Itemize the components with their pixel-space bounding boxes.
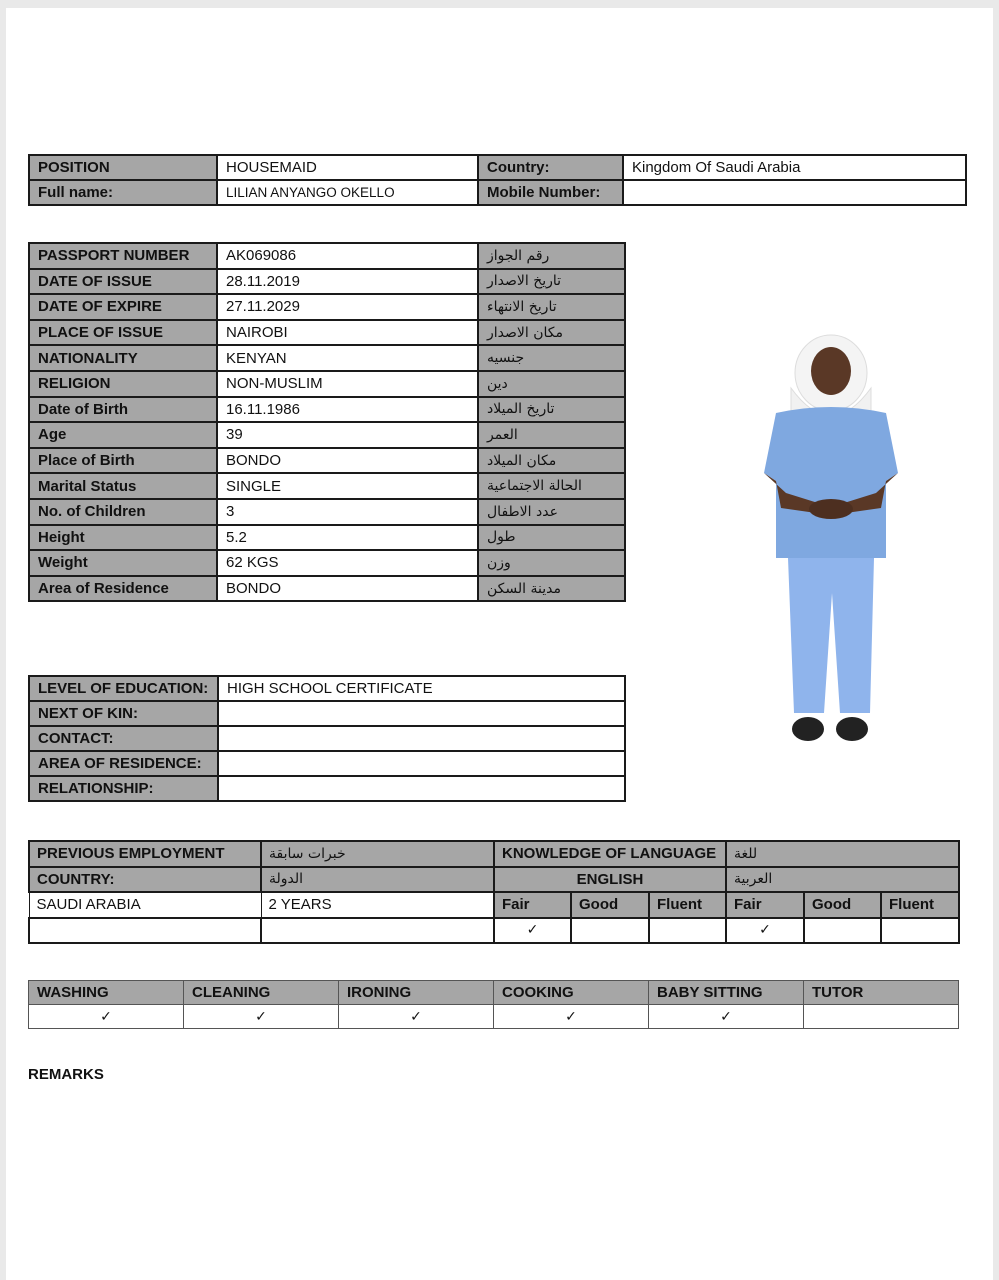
employment-table (28, 840, 960, 944)
table-row (29, 180, 966, 205)
english-label: ENGLISH (494, 867, 726, 893)
education-value (218, 751, 625, 776)
candidate-photo (746, 333, 916, 753)
table-row (29, 1005, 959, 1029)
table-row (29, 320, 625, 346)
skill-check: ✓ (494, 1005, 649, 1029)
arabic-fair-check: ✓ (726, 918, 804, 944)
skill-label: COOKING (494, 981, 649, 1005)
passport-label: Area of Residence (29, 576, 217, 602)
skill-label: WASHING (29, 981, 184, 1005)
table-row (29, 294, 625, 320)
education-value (218, 701, 625, 726)
mobile-value (623, 180, 966, 205)
english-good-label: Good (571, 892, 649, 918)
table-row (29, 371, 625, 397)
passport-value: 3 (217, 499, 478, 525)
passport-table (28, 242, 626, 602)
empty-cell (261, 918, 494, 944)
arabic-label: العربية (726, 867, 959, 893)
education-label: NEXT OF KIN: (29, 701, 218, 726)
passport-arabic: طول (478, 525, 625, 551)
arabic-good-label: Good (804, 892, 881, 918)
table-row (29, 243, 625, 269)
passport-arabic: رقم الجواز (478, 243, 625, 269)
language-arabic: للغة (726, 841, 959, 867)
english-fair-check: ✓ (494, 918, 571, 944)
passport-label: Date of Birth (29, 397, 217, 423)
arabic-fair-label: Fair (726, 892, 804, 918)
skill-check (804, 1005, 959, 1029)
passport-value: 27.11.2029 (217, 294, 478, 320)
passport-arabic: العمر (478, 422, 625, 448)
skill-label: CLEANING (184, 981, 339, 1005)
passport-value: SINGLE (217, 473, 478, 499)
passport-arabic: جنسيه (478, 345, 625, 371)
country-label: COUNTRY: (29, 867, 261, 893)
table-row (29, 155, 966, 180)
table-row (29, 345, 625, 371)
passport-label: RELIGION (29, 371, 217, 397)
passport-label: PLACE OF ISSUE (29, 320, 217, 346)
passport-label: No. of Children (29, 499, 217, 525)
table-row (29, 676, 625, 701)
passport-arabic: عدد الاطفال (478, 499, 625, 525)
english-good-check (571, 918, 649, 944)
language-label: KNOWLEDGE OF LANGUAGE (494, 841, 726, 867)
education-label: CONTACT: (29, 726, 218, 751)
passport-arabic: وزن (478, 550, 625, 576)
table-row (29, 726, 625, 751)
passport-value: 16.11.1986 (217, 397, 478, 423)
table-row (29, 841, 959, 867)
employment-country: SAUDI ARABIA (29, 892, 261, 918)
skill-check: ✓ (339, 1005, 494, 1029)
table-row (29, 701, 625, 726)
passport-label: PASSPORT NUMBER (29, 243, 217, 269)
skill-check: ✓ (29, 1005, 184, 1029)
skill-label: IRONING (339, 981, 494, 1005)
education-label: RELATIONSHIP: (29, 776, 218, 801)
country-value: Kingdom Of Saudi Arabia (623, 155, 966, 180)
passport-label: Weight (29, 550, 217, 576)
passport-value: NAIROBI (217, 320, 478, 346)
skill-label: BABY SITTING (649, 981, 804, 1005)
table-row (29, 473, 625, 499)
passport-arabic: تاريخ الميلاد (478, 397, 625, 423)
position-label: POSITION (29, 155, 217, 180)
skill-label: TUTOR (804, 981, 959, 1005)
arabic-fluent-check (881, 918, 959, 944)
passport-value: 39 (217, 422, 478, 448)
passport-value: KENYAN (217, 345, 478, 371)
passport-arabic: مدينة السكن (478, 576, 625, 602)
mobile-label: Mobile Number: (478, 180, 623, 205)
skill-check: ✓ (184, 1005, 339, 1029)
passport-label: Age (29, 422, 217, 448)
table-row (29, 981, 959, 1005)
table-row (29, 422, 625, 448)
country-label: Country: (478, 155, 623, 180)
remarks-label: REMARKS (28, 1066, 104, 1083)
passport-label: Marital Status (29, 473, 217, 499)
education-value (218, 776, 625, 801)
english-fair-label: Fair (494, 892, 571, 918)
education-label: AREA OF RESIDENCE: (29, 751, 218, 776)
table-row (29, 550, 625, 576)
education-label: LEVEL OF EDUCATION: (29, 676, 218, 701)
passport-value: BONDO (217, 576, 478, 602)
passport-arabic: مكان الميلاد (478, 448, 625, 474)
table-row (29, 448, 625, 474)
passport-value: AK069086 (217, 243, 478, 269)
education-table (28, 675, 626, 802)
country-arabic: الدولة (261, 867, 494, 893)
employment-duration: 2 YEARS (261, 892, 494, 918)
skill-check: ✓ (649, 1005, 804, 1029)
passport-label: DATE OF EXPIRE (29, 294, 217, 320)
prev-employment-label: PREVIOUS EMPLOYMENT (29, 841, 261, 867)
fullname-value: LILIAN ANYANGO OKELLO (217, 180, 478, 205)
table-row (29, 525, 625, 551)
table-row (29, 867, 959, 893)
passport-arabic: مكان الاصدار (478, 320, 625, 346)
table-row (29, 918, 959, 944)
table-row (29, 892, 959, 918)
position-value: HOUSEMAID (217, 155, 478, 180)
prev-employment-arabic: خبرات سابقة (261, 841, 494, 867)
table-row (29, 751, 625, 776)
table-row (29, 499, 625, 525)
education-value (218, 726, 625, 751)
passport-arabic: تاريخ الانتهاء (478, 294, 625, 320)
passport-arabic: الحالة الاجتماعية (478, 473, 625, 499)
arabic-good-check (804, 918, 881, 944)
passport-value: BONDO (217, 448, 478, 474)
passport-arabic: تاريخ الاصدار (478, 269, 625, 295)
fullname-label: Full name: (29, 180, 217, 205)
empty-cell (29, 918, 261, 944)
passport-value: 62 KGS (217, 550, 478, 576)
passport-label: Place of Birth (29, 448, 217, 474)
passport-value: NON-MUSLIM (217, 371, 478, 397)
passport-label: DATE OF ISSUE (29, 269, 217, 295)
english-fluent-check (649, 918, 726, 944)
biodata-page (6, 8, 993, 1280)
table-row (29, 576, 625, 602)
table-row (29, 397, 625, 423)
skills-table (28, 980, 959, 1029)
education-value: HIGH SCHOOL CERTIFICATE (218, 676, 625, 701)
arabic-fluent-label: Fluent (881, 892, 959, 918)
header-table (28, 154, 967, 206)
passport-value: 5.2 (217, 525, 478, 551)
passport-label: Height (29, 525, 217, 551)
passport-value: 28.11.2019 (217, 269, 478, 295)
english-fluent-label: Fluent (649, 892, 726, 918)
table-row (29, 776, 625, 801)
passport-label: NATIONALITY (29, 345, 217, 371)
passport-arabic: دين (478, 371, 625, 397)
table-row (29, 269, 625, 295)
